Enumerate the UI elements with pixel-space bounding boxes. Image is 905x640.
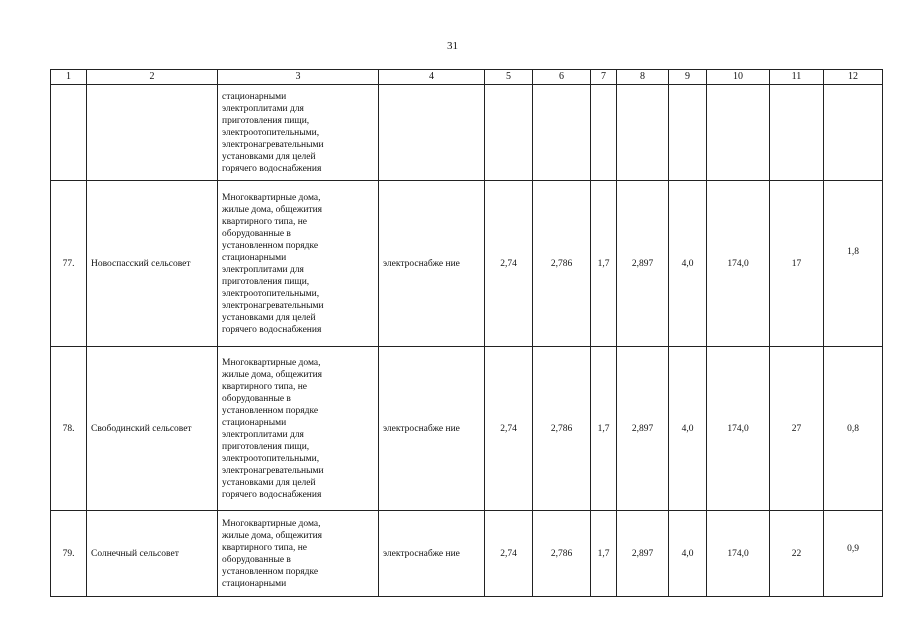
settlement-name: Новоспасский сельсовет — [87, 181, 218, 347]
cell-c10: 174,0 — [707, 181, 770, 347]
description-line: установками для целей — [222, 151, 316, 162]
cell-c10: 174,0 — [707, 347, 770, 511]
description-line: электроплитами для — [222, 103, 304, 114]
description-line: горячего водоснабжения — [222, 324, 322, 335]
cell-c6 — [533, 85, 591, 181]
row-number — [51, 85, 87, 181]
cell-c7: 1,7 — [591, 347, 617, 511]
cell-c12: 0,8 — [824, 347, 883, 511]
cell-c8: 2,897 — [617, 347, 669, 511]
cell-c11: 17 — [770, 181, 824, 347]
description-line: установленном порядке — [222, 566, 319, 577]
column-header: 3 — [218, 70, 379, 85]
service-type — [379, 85, 485, 181]
cell-c12 — [824, 181, 883, 347]
cell-c11 — [770, 85, 824, 181]
cell-c12-value: 0,9 — [847, 543, 859, 554]
column-header: 9 — [669, 70, 707, 85]
column-header: 7 — [591, 70, 617, 85]
column-header: 12 — [824, 70, 883, 85]
row-number: 78. — [51, 347, 87, 511]
description-line: Многоквартирные дома, — [222, 357, 321, 368]
cell-c5: 2,74 — [485, 347, 533, 511]
column-header: 5 — [485, 70, 533, 85]
column-header: 4 — [379, 70, 485, 85]
description-line: установленном порядке — [222, 240, 319, 251]
table-row — [51, 181, 883, 347]
cell-c11: 22 — [770, 511, 824, 597]
cell-c5: 2,74 — [485, 181, 533, 347]
column-header: 6 — [533, 70, 591, 85]
description-line: оборудованные в — [222, 554, 291, 565]
column-header: 10 — [707, 70, 770, 85]
description-line: стационарными — [222, 417, 287, 428]
cell-c5 — [485, 85, 533, 181]
cell-c7: 1,7 — [591, 511, 617, 597]
housing-description — [218, 511, 379, 597]
table-row — [51, 85, 883, 181]
cell-c6: 2,786 — [533, 181, 591, 347]
cell-c12-value: 1,8 — [847, 246, 859, 257]
cell-c7: 1,7 — [591, 181, 617, 347]
description-line: электроплитами для — [222, 264, 304, 275]
cell-c6: 2,786 — [533, 347, 591, 511]
cell-c8 — [617, 85, 669, 181]
description-line: стационарными — [222, 91, 287, 102]
description-line: стационарными — [222, 578, 287, 589]
cell-c8: 2,897 — [617, 511, 669, 597]
description-line: электроплитами для — [222, 429, 304, 440]
cell-c12 — [824, 85, 883, 181]
description-line: Многоквартирные дома, — [222, 518, 321, 529]
cell-c9: 4,0 — [669, 347, 707, 511]
cell-c11: 27 — [770, 347, 824, 511]
cell-c6: 2,786 — [533, 511, 591, 597]
description-line: приготовления пищи, — [222, 115, 310, 126]
cell-c10: 174,0 — [707, 511, 770, 597]
description-line: квартирного типа, не — [222, 381, 308, 392]
settlement-name — [87, 85, 218, 181]
cell-c7 — [591, 85, 617, 181]
column-header: 8 — [617, 70, 669, 85]
cell-c9 — [669, 85, 707, 181]
description-line: Многоквартирные дома, — [222, 192, 321, 203]
description-line: приготовления пищи, — [222, 441, 310, 452]
housing-description — [218, 181, 379, 347]
description-line: электронагревательными — [222, 300, 324, 311]
description-line: установками для целей — [222, 312, 316, 323]
description-line: электроотопительными, — [222, 127, 320, 138]
description-line: электронагревательными — [222, 465, 324, 476]
page-number: 31 — [447, 40, 458, 52]
cell-c9: 4,0 — [669, 511, 707, 597]
column-header: 1 — [51, 70, 87, 85]
description-line: электроотопительными, — [222, 453, 320, 464]
description-line: квартирного типа, не — [222, 542, 308, 553]
table-row — [51, 347, 883, 511]
table-row — [51, 511, 883, 597]
description-line: квартирного типа, не — [222, 216, 308, 227]
service-type: электроснабже ние — [379, 181, 485, 347]
settlement-name: Солнечный сельсовет — [87, 511, 218, 597]
service-type: электроснабже ние — [379, 347, 485, 511]
cell-c8: 2,897 — [617, 181, 669, 347]
cell-c12 — [824, 511, 883, 597]
settlement-name: Свободинский сельсовет — [87, 347, 218, 511]
description-line: оборудованные в — [222, 393, 291, 404]
description-line: жилые дома, общежития — [222, 204, 323, 215]
description-line: установками для целей — [222, 477, 316, 488]
row-number: 79. — [51, 511, 87, 597]
cell-c9: 4,0 — [669, 181, 707, 347]
column-header: 2 — [87, 70, 218, 85]
tariff-table — [50, 69, 883, 597]
description-line: приготовления пищи, — [222, 276, 310, 287]
table-header-row — [51, 70, 883, 85]
housing-description — [218, 85, 379, 181]
column-header: 11 — [770, 70, 824, 85]
description-line: жилые дома, общежития — [222, 369, 323, 380]
description-line: электронагревательными — [222, 139, 324, 150]
cell-c5: 2,74 — [485, 511, 533, 597]
description-line: жилые дома, общежития — [222, 530, 323, 541]
cell-c10 — [707, 85, 770, 181]
description-line: электроотопительными, — [222, 288, 320, 299]
description-line: горячего водоснабжения — [222, 163, 322, 174]
description-line: стационарными — [222, 252, 287, 263]
description-line: горячего водоснабжения — [222, 489, 322, 500]
description-line: оборудованные в — [222, 228, 291, 239]
housing-description — [218, 347, 379, 511]
row-number: 77. — [51, 181, 87, 347]
service-type: электроснабже ние — [379, 511, 485, 597]
description-line: установленном порядке — [222, 405, 319, 416]
